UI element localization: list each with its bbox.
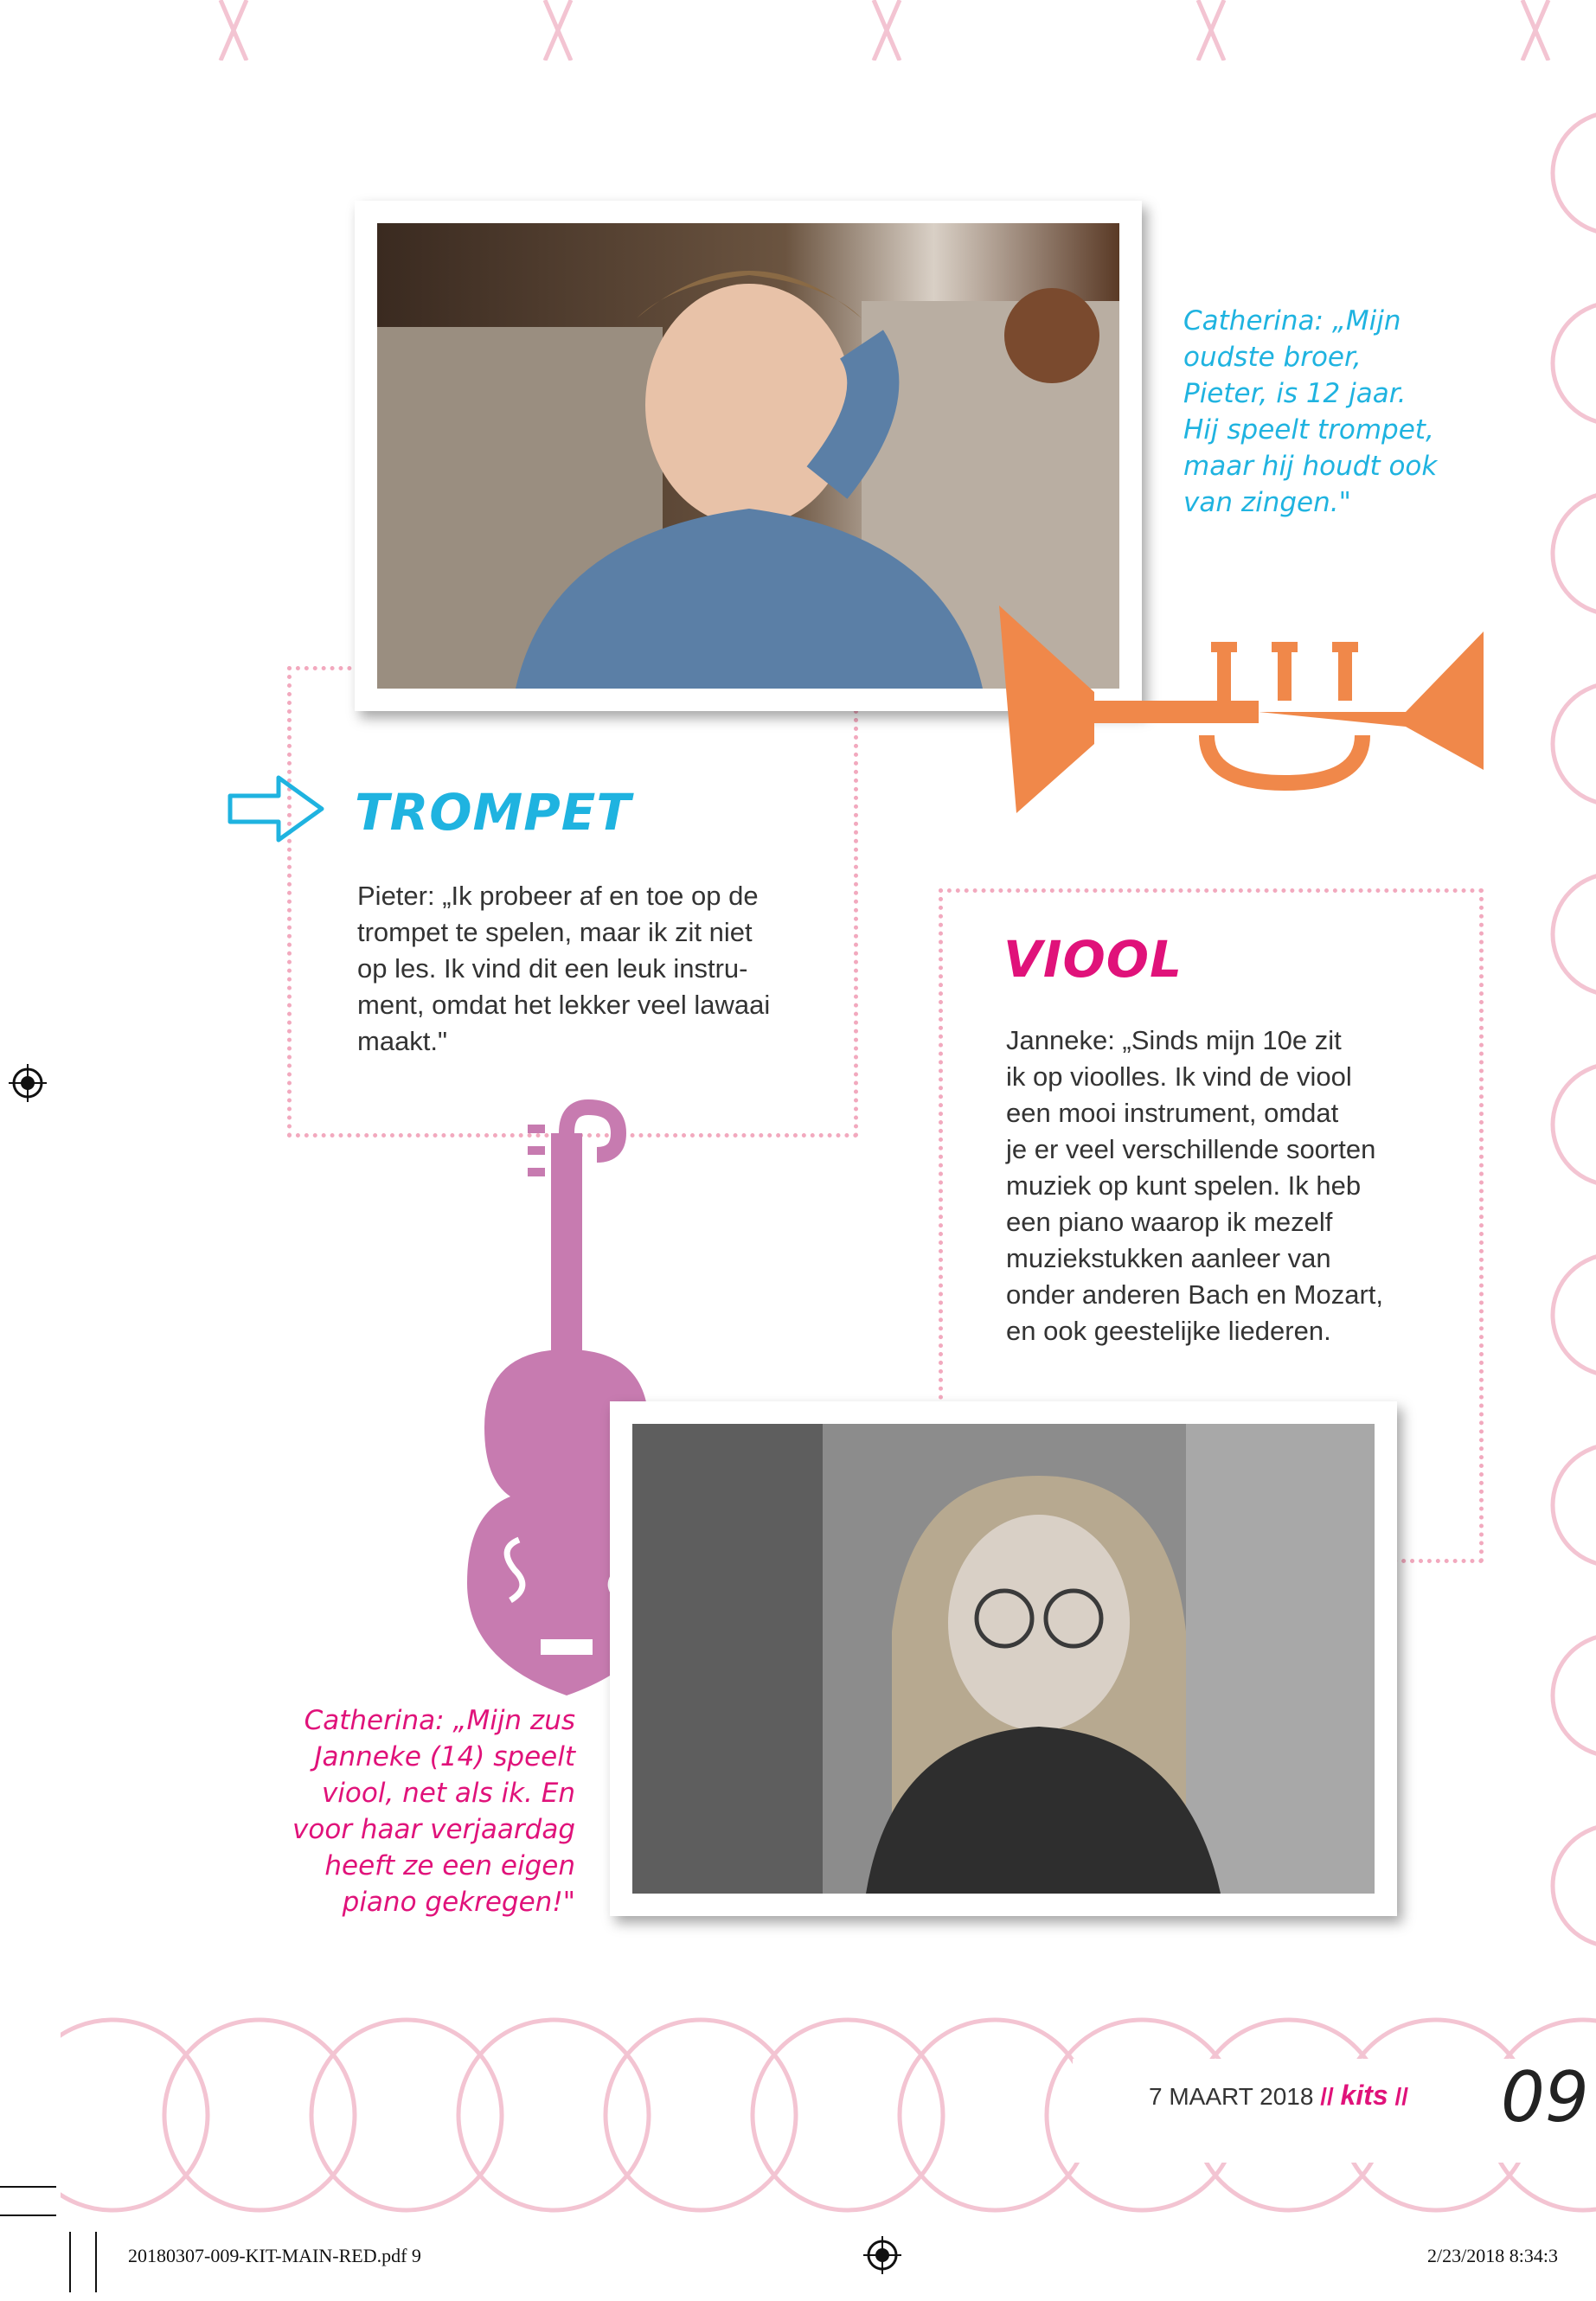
arrow-right-icon [227, 774, 326, 843]
crop-mark-v1 [69, 2232, 71, 2292]
viool-heading: VIOOL [1003, 930, 1183, 989]
footer-slash-2: // [1394, 2083, 1409, 2110]
footer-issue [1149, 2080, 1408, 2112]
viool-body: Janneke: „Sinds mijn 10e zit ik op vioolles. Ik vind de viool een mooi instrument, omdat je er veel verschillende soorten muziek op kunt spelen. Ik heb een piano waarop ik mezelf muziekstukken aanleer van onder anderen Bach en Mozart, en ook geestelijke liederen. [1006, 1025, 1383, 1346]
crop-mark-h1 [0, 2186, 56, 2188]
crop-mark-v2 [95, 2232, 97, 2292]
footer-date: 7 MAART 2018 [1149, 2083, 1314, 2110]
photo-janneke-frame [610, 1401, 1397, 1916]
decorative-top-pattern [0, 0, 1596, 61]
trompet-body: Pieter: „Ik probeer af en toe op de trompet te spelen, maar ik zit niet op les. Ik vind dit een leuk instru- ment, omdat het lekker veel lawaai maakt." [357, 881, 771, 1056]
crop-mark-h2 [0, 2214, 56, 2216]
footer-brand: kits [1340, 2080, 1388, 2111]
footer-slash-1: // [1320, 2083, 1334, 2110]
decorative-right-pattern [1548, 0, 1596, 2076]
registration-mark-bottom-icon [863, 2236, 901, 2274]
trompet-heading: TROMPET [355, 783, 631, 842]
page-number: 09 [1501, 2057, 1589, 2138]
print-slug-timestamp: 2/23/2018 8:34:3 [1427, 2245, 1558, 2266]
caption-pieter: Catherina: „Mijn oudste broer, Pieter, is 12 jaar. Hij speelt trompet, maar hij houdt ook van zingen." [1183, 305, 1438, 518]
trumpet-icon [999, 597, 1484, 822]
registration-mark-icon [9, 1064, 47, 1102]
photo-janneke [632, 1424, 1375, 1894]
print-slug-filename: 20180307-009-KIT-MAIN-RED.pdf 9 [128, 2245, 421, 2266]
caption-janneke: Catherina: „Mijn zus Janneke (14) speelt viool, net als ik. En voor haar verjaardag heeft ze een eigen piano gekregen!" [292, 1705, 575, 1918]
